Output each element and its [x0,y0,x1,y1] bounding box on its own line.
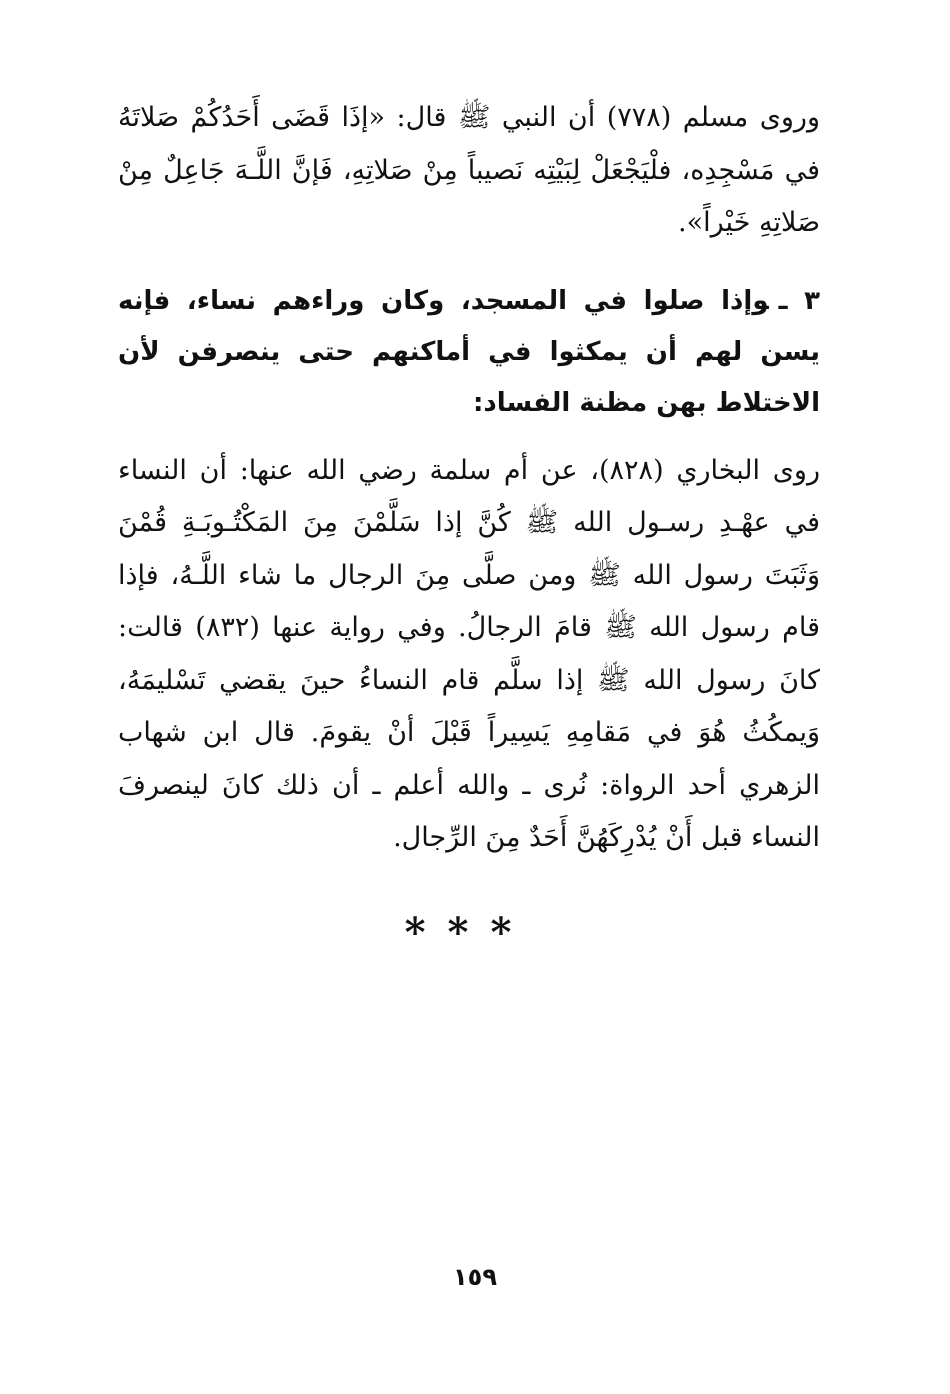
page-number: ١٥٩ [453,1263,497,1291]
section-separator: *** [404,908,534,956]
intro-paragraph: وروى مسلم (٧٧٨) أن النبي ﷺ قال: «إذَا قَضَى أَحَدُكُمْ صَلاتَهُ في مَسْجِدِه، فلْيَجْعَلْ لِبَيْتِه نَصيباً مِنْ صَلاتِهِ، فَإنَّ اللَّـهَ جَاعِلٌ مِنْ صَلاتِهِ خَيْراً». [118,102,820,238]
page-content [118,92,820,956]
body-paragraph: روى البخاري (٨٢٨)، عن أم سلمة رضي الله عنها: أن النساء في عهْـدِ رسـول الله ﷺ كُنَّ إذا سَلَّمْنَ مِنَ المَكْتُـوبَـةِ قُمْنَ وَثَبَتَ رسول الله ﷺ ومن صلَّى مِنَ الرجال ما شاء اللَّـهُ، فإذا قام رسول الله ﷺ قامَ الرجالُ. وفي رواية عنها (٨٣٢) قالت: كانَ رسول الله ﷺ إذا سلَّم قام النساءُ حينَ يقضي تَسْليمَهُ، وَيمكُثُ هُوَ في مَقامِهِ يَسِيراً قَبْلَ أنْ يقومَ. قال ابن شهاب الزهري أحد الرواة: نُرى ـ والله أعلم ـ أن ذلك كانَ لينصرفَ النساء قبل أَنْ يُدْرِكَهُنَّ أَحَدٌ مِنَ الرِّجال. [118,454,820,853]
section-heading-text: وإذا صلوا في المسجد، وكان وراءهم نساء، فإنه يسن لهم أن يمكثوا في أماكنهم حتى ينصرفن لأن الاختلاط بهن مظنة الفساد: [118,285,820,418]
section-heading [118,276,820,429]
section-number: ٣ ـ [778,285,820,316]
